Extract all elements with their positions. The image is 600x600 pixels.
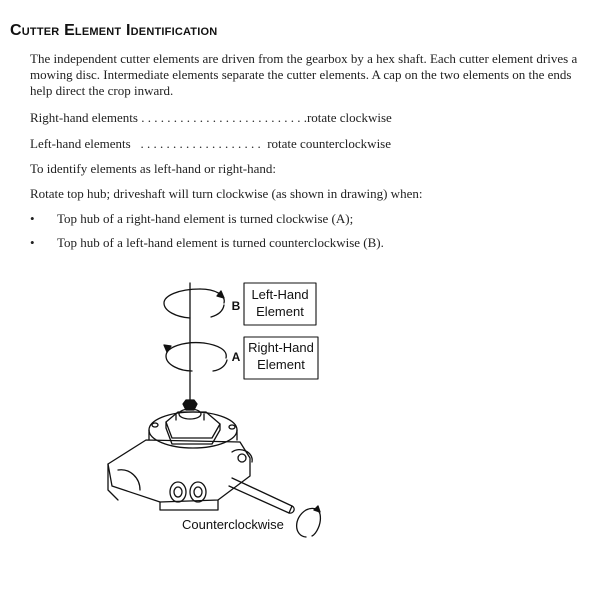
intro-paragraph: The independent cutter elements are driven from the gearbox by a hex shaft. Each cutter element drives a mowing disc. Intermediate elements separate the cutter elements. A cap on the two elements on the ends help direct the crop inward.	[30, 51, 578, 98]
left-hand-label-line2: Element	[256, 304, 304, 319]
counterclockwise-label: Counterclockwise	[182, 517, 284, 532]
rotation-arrow-a-icon	[164, 343, 227, 371]
left-hand-rotation-line: Left-hand elements . . . . . . . . . . . . . . . . . . . rotate counterclockwise	[30, 136, 392, 151]
counterclockwise-arrow-icon	[297, 506, 321, 537]
drive-rod	[229, 478, 292, 513]
bullet-dot-icon: •	[30, 235, 35, 250]
left-hand-label-line1: Left-Hand	[251, 287, 309, 302]
right-hand-label-line2: Element	[257, 357, 305, 372]
identify-instruction: To identify elements as left-hand or right-hand:	[30, 161, 277, 176]
rotate-instruction: Rotate top hub; driveshaft will turn clockwise (as shown in drawing) when:	[30, 186, 423, 201]
page-title: Cutter Element Identification	[10, 22, 218, 39]
label-b: B	[231, 299, 241, 313]
right-hand-label-line1: Right-Hand	[248, 340, 314, 355]
rotation-arrow-b-icon	[164, 289, 224, 318]
bullet-dot-icon: •	[30, 211, 35, 226]
document-page: Cutter Element Identification The independent cutter elements are driven from the gearbox by a hex shaft. Each cutter element drives a mowing disc. Intermediate elements separate the cutter elements. A cap on the two elements on the ends help direct the crop inward. Right-hand elements . . . . . . . . . . . . . . . . . . . . . . . . . .rotate clockwise Left-hand elements . . . . . . . . . . . . . . . . . . . rotate counterclockwise To identify elements as left-hand or right-hand: Rotate top hub; driveshaft will turn clockwise (as shown in drawing) when: • Top hub of a right-hand element is turned clockwise (A); • Top hub of a left-hand element is turned counterclockwise (B). B Left-Hand Element A Right-Hand Element Counterclockwise	[0, 0, 600, 600]
label-a: A	[231, 350, 241, 364]
right-hand-rotation-line: Right-hand elements . . . . . . . . . . . . . . . . . . . . . . . . . .rotate clockwise	[30, 110, 392, 125]
